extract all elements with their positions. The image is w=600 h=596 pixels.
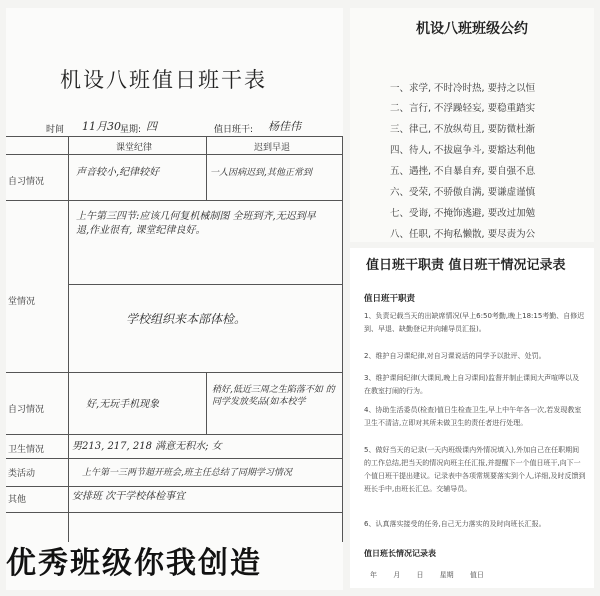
convention-rule: 八、任职, 不拘私懒散, 要尽责为公	[390, 229, 536, 240]
responsibility-item: 4、协助生活委员(检查)值日生检查卫生,早上中午年各一次,若发现教室卫生不清洁,立即对其所未做卫生的责任者进行处理。	[364, 406, 582, 427]
class-slogan: 优秀班级你我创造	[6, 546, 262, 581]
responsibilities-title: 值日班干职责 值日班干情况记录表	[366, 258, 566, 273]
table-rule	[206, 372, 207, 434]
col-header-late: 迟到早退	[254, 143, 291, 153]
cell-evening-note: 稍好,低近三周之生陷落不如 的同学发放奖品(如本校学	[212, 385, 335, 407]
cell-morning-class: 上午第三四节:应该几何复机械制图 全班到齐,无迟到早退,作业很有, 课堂纪律良好。	[76, 211, 316, 236]
convention-title: 机设八班班级公约	[416, 21, 528, 37]
duty-sheet-panel	[6, 8, 343, 590]
sheet-title: 机设八班值日班干表	[60, 68, 267, 92]
cell-hygiene: 男213, 217, 218 满意无积水; 女	[72, 441, 222, 452]
convention-rule: 三、律己, 不放纵苟且, 要防微杜渐	[390, 124, 536, 135]
time-label: 时间	[46, 125, 65, 135]
convention-rule: 七、受诲, 不掩饰逃避, 要改过加勉	[390, 208, 536, 219]
table-rule	[6, 512, 343, 513]
cell-activity: 上午第一三两节超开班会,班主任总结了同期学习情况	[82, 468, 292, 478]
convention-rule: 五、遇挫, 不自暴自弃, 要自强不息	[390, 166, 536, 177]
convention-rule: 二、言行, 不浮躁轻妄, 要稳重踏实	[390, 103, 536, 114]
row-label-self-study: 自习情况	[8, 177, 45, 187]
responsibility-item: 2、维护自习课纪律,对自习课说话的同学予以批评、处罚。	[364, 352, 546, 360]
table-rule	[6, 154, 343, 155]
table-rule	[6, 372, 343, 373]
convention-rule: 六、受荣, 不骄傲自满, 要谦虚谨慎	[390, 187, 536, 198]
cell-other: 安排班 次干学校体检事宜	[72, 491, 186, 502]
table-rule	[6, 200, 343, 201]
cell-discipline: 声音较小,纪律较好	[76, 167, 160, 178]
table-rule	[6, 434, 343, 435]
duty-responsibilities-panel	[350, 248, 594, 588]
row-label-activity: 类活动	[8, 469, 36, 479]
time-value: 11月30	[82, 120, 121, 133]
table-rule	[6, 458, 343, 459]
week-value: 四	[146, 120, 157, 133]
col-header-discipline: 课堂纪律	[116, 143, 153, 153]
table-rule	[6, 136, 343, 137]
convention-rule: 四、待人, 不拔扈争斗, 要豁达利他	[390, 145, 536, 156]
cell-evening-discipline: 好,无玩手机现象	[86, 399, 160, 410]
row-label-hygiene: 卫生情况	[8, 445, 45, 455]
responsibility-item: 6、认真落实接受的任务,自己无力落实的及时向班长汇报。	[364, 520, 546, 528]
responsibilities-subtitle: 值日班干职责	[364, 294, 416, 304]
convention-rule: 一、求学, 不时冷时热, 要持之以恒	[390, 83, 536, 94]
duty-value: 杨佳伟	[268, 120, 301, 133]
responsibility-item: 3、维护课间纪律(大课间,晚上自习课间)监督并制止课间大声喧哗以及在教室打闹的行为。	[364, 374, 580, 395]
table-rule	[68, 284, 343, 285]
duty-table	[6, 136, 343, 542]
week-label: 星期:	[120, 125, 142, 135]
cell-late: 一人因病迟到,其他正常到	[210, 168, 312, 178]
record-form-title: 值日班长情况记录表	[364, 549, 436, 558]
table-rule	[6, 486, 343, 487]
row-label-other: 其他	[8, 495, 27, 505]
class-convention-panel	[350, 8, 594, 242]
responsibility-item: 5、做好当天的记录(一天内班级课内外情况填入),外加自己在任职期间的工作总结,把当天的情况向班主任汇报,并提醒下一个值日班干,向下一个值日班干提出建议。记录表中各项常规要落实到个人,详细,及时反馈到班长手中,由班长汇总。交辅导员。	[364, 446, 586, 493]
row-label-evening-study: 自习情况	[8, 405, 45, 415]
cell-afternoon-class: 学校组织来本部体检。	[126, 312, 247, 326]
duty-label: 值日班干:	[214, 125, 254, 135]
table-rule	[342, 136, 343, 542]
responsibility-item: 1、负责记载当天的出缺席情况(早上6:50考勤,晚上18:15考勤、自修迟到、早退、缺勤登记并向辅导员汇报)。	[364, 312, 585, 333]
record-form-fields: 年 月 日 星期 值日	[370, 571, 484, 579]
row-label-class: 堂情况	[8, 297, 36, 307]
table-rule	[68, 136, 69, 542]
table-rule	[206, 136, 207, 200]
